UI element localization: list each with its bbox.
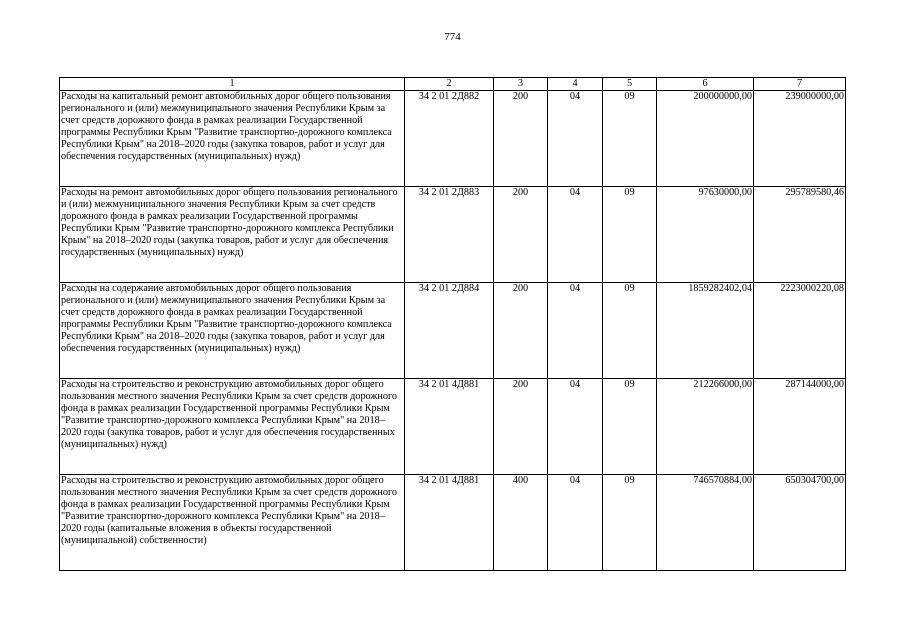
table-row [60, 379, 846, 475]
row-subsection: 09 [603, 475, 657, 571]
row-amount-col-6: 97630000,00 [657, 187, 754, 283]
header-col-3: 3 [494, 78, 548, 91]
row-subsection: 09 [603, 283, 657, 379]
row-target-code: 34 2 01 2Д884 [405, 283, 494, 379]
row-section: 04 [548, 91, 603, 187]
row-section: 04 [548, 379, 603, 475]
row-expense-type: 200 [494, 187, 548, 283]
row-subsection: 09 [603, 187, 657, 283]
header-col-4: 4 [548, 78, 603, 91]
row-amount-col-7: 2223000220,08 [754, 283, 846, 379]
row-amount-col-6: 1859282402,04 [657, 283, 754, 379]
header-col-7: 7 [754, 78, 846, 91]
row-target-code: 34 2 01 2Д882 [405, 91, 494, 187]
row-amount-col-7: 650304700,00 [754, 475, 846, 571]
row-description: Расходы на капитальный ремонт автомобильных дорог общего пользования регионального и (или) межмуниципального значения Республики Крым за счет средств дорожного фонда в рамках реализации Государственной программы Республики Крым "Развитие транспортно-дорожного комплекса Республики Крым" на 2018–2020 годы (закупка товаров, работ и услуг для обеспечения государственных (муниципальных) нужд) [60, 91, 405, 187]
row-expense-type: 400 [494, 475, 548, 571]
row-section: 04 [548, 283, 603, 379]
row-section: 04 [548, 187, 603, 283]
row-expense-type: 200 [494, 283, 548, 379]
table-row [60, 91, 846, 187]
row-amount-col-7: 295789580,46 [754, 187, 846, 283]
row-description: Расходы на содержание автомобильных дорог общего пользования регионального и (или) межмуниципального значения Республики Крым за счет средств дорожного фонда в рамках реализации Государственной программы Республики Крым "Развитие транспортно-дорожного комплекса Республики Крым" на 2018–2020 годы (закупка товаров, работ и услуг для обеспечения государственных (муниципальных) нужд) [60, 283, 405, 379]
header-col-1: 1 [60, 78, 405, 91]
header-col-2: 2 [405, 78, 494, 91]
row-description: Расходы на строительство и реконструкцию автомобильных дорог общего пользования местного значения Республики Крым за счет средств дорожного фонда в рамках реализации Государственной программы Республики Крым "Развитие транспортно-дорожного комплекса Республики Крым" на 2018–2020 годы (закупка товаров, работ и услуг для обеспечения государственных (муниципальных) нужд) [60, 379, 405, 475]
row-amount-col-7: 239000000,00 [754, 91, 846, 187]
row-expense-type: 200 [494, 379, 548, 475]
row-description: Расходы на строительство и реконструкцию автомобильных дорог общего пользования местного значения Республики Крым за счет средств дорожного фонда в рамках реализации Государственной программы Республики Крым "Развитие транспортно-дорожного комплекса Республики Крым" на 2018–2020 годы (капитальные вложения в объекты государственной (муниципальной) собственности) [60, 475, 405, 571]
budget-table [59, 77, 846, 571]
row-expense-type: 200 [494, 91, 548, 187]
header-col-5: 5 [603, 78, 657, 91]
row-target-code: 34 2 01 4Д881 [405, 379, 494, 475]
row-target-code: 34 2 01 2Д883 [405, 187, 494, 283]
row-amount-col-7: 287144000,00 [754, 379, 846, 475]
row-amount-col-6: 200000000,00 [657, 91, 754, 187]
table-row [60, 187, 846, 283]
row-amount-col-6: 746570884,00 [657, 475, 754, 571]
page-number: 774 [444, 31, 461, 43]
row-amount-col-6: 212266000,00 [657, 379, 754, 475]
row-description: Расходы на ремонт автомобильных дорог общего пользования регионального и (или) межмуниципального значения Республики Крым за счет средств дорожного фонда в рамках реализации Государственной программы Республики Крым "Развитие транспортно-дорожного комплекса Республики Крым" на 2018–2020 годы (закупка товаров, работ и услуг для обеспечения государственных (муниципальных) нужд) [60, 187, 405, 283]
header-col-6: 6 [657, 78, 754, 91]
row-section: 04 [548, 475, 603, 571]
table-row [60, 475, 846, 571]
row-subsection: 09 [603, 91, 657, 187]
row-target-code: 34 2 01 4Д881 [405, 475, 494, 571]
table-header-row [60, 78, 846, 91]
table-row [60, 283, 846, 379]
row-subsection: 09 [603, 379, 657, 475]
